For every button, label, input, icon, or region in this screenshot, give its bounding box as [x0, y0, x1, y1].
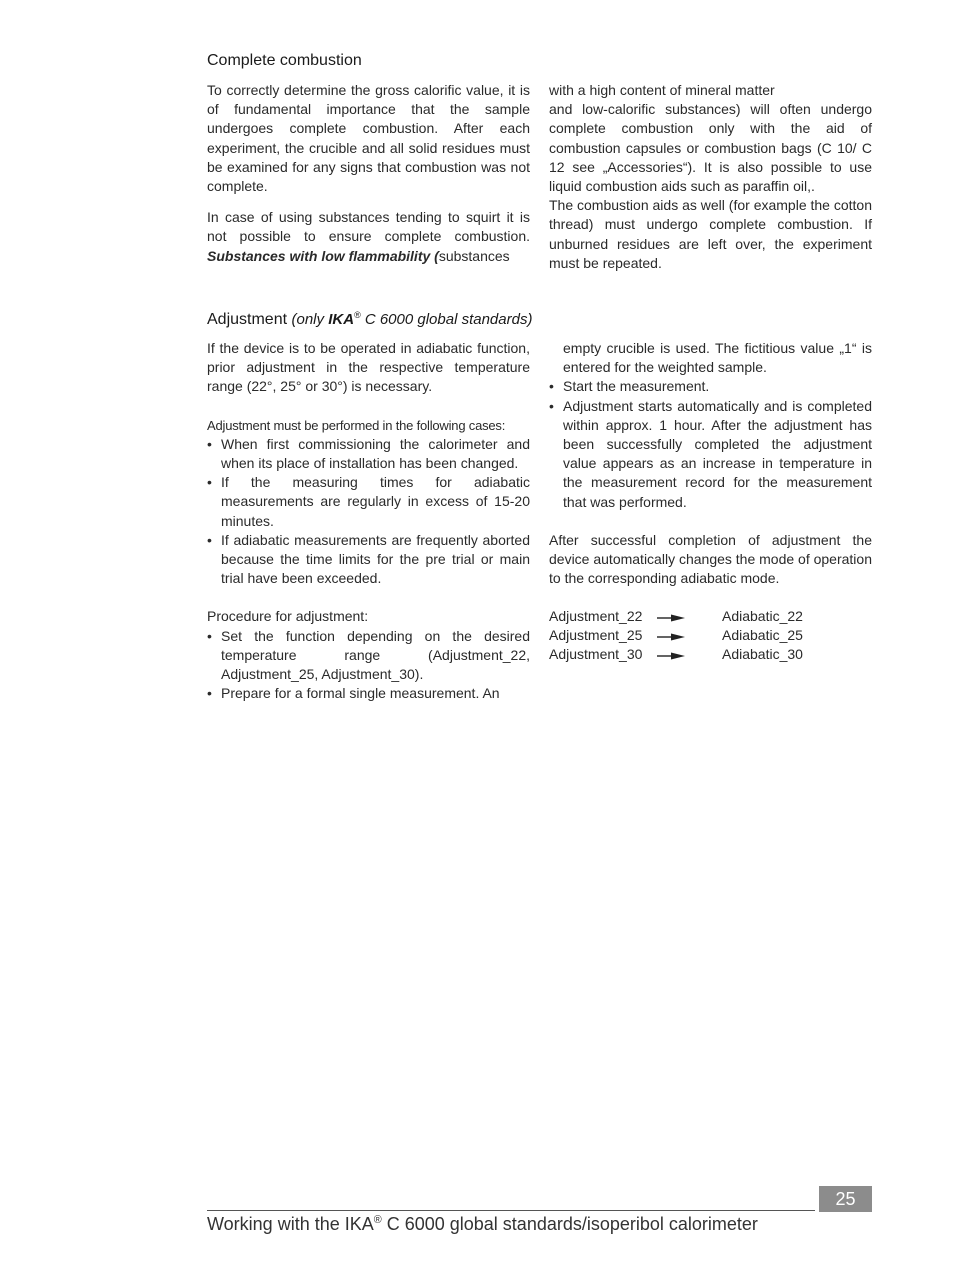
mapping-row: [549, 627, 869, 646]
registered-mark: ®: [354, 310, 361, 320]
section2-left-column: [207, 339, 530, 703]
list-item: • Prepare for a formal single measurement. An: [207, 684, 530, 703]
mapping-row: [549, 608, 869, 627]
heading-note: (only IKA® C 6000 global standards): [291, 310, 533, 328]
mapping-to: Adiabatic_22: [722, 608, 803, 624]
procedure-list: [207, 627, 530, 704]
mapping-from: Adjustment_30: [549, 646, 643, 662]
registered-mark: ®: [373, 1214, 382, 1226]
cases-list: [207, 435, 530, 589]
section-heading-complete-combustion: Complete combustion: [207, 52, 362, 69]
right-arrow-icon: [657, 632, 685, 642]
list-continuation: empty crucible is used. The fictitious value „1“ is entered for the weighted sample.: [563, 340, 872, 376]
text-run: In case of using substances tending to squirt it is not possible to ensure complete combustion.: [207, 209, 530, 245]
emphasis-text: Substances with low flammability (: [207, 247, 439, 264]
mapping-to: Adiabatic_30: [722, 646, 803, 662]
list-item: • When first commissioning the calorimeter and when its place of installation has been changed.: [207, 435, 530, 473]
steps-list: [549, 377, 872, 511]
mapping-from: Adjustment_22: [549, 608, 643, 624]
paragraph: and low-calorific substances) will often undergo complete combustion only with the aid of combustion capsules or combustion bags (C 10/ C 12 see „Accessories“). It is also possible to use liquid combustion aids such as paraffin oil,.: [549, 101, 872, 195]
right-arrow-icon: [657, 613, 685, 623]
paragraph: with a high content of mineral matter: [549, 82, 775, 98]
list-item: • Start the measurement.: [549, 377, 872, 396]
paragraph: After successful completion of adjustment the device automatically changes the mode of operation to the corresponding adiabatic mode.: [549, 531, 872, 587]
section1-right-column: [549, 81, 872, 273]
brand-name: IKA: [328, 311, 355, 328]
heading-main: Adjustment: [207, 311, 288, 328]
list-item: • If adiabatic measurements are frequently aborted because the time limits for the pre trial or main trial have been exceeded.: [207, 531, 530, 589]
right-arrow-icon: [657, 651, 685, 661]
list-item: • Set the function depending on the desired temperature range (Adjustment_22, Adjustment_25, Adjustment_30).: [207, 627, 530, 685]
section1-left-column: [207, 81, 530, 266]
footer-divider: [207, 1210, 815, 1211]
paragraph: To correctly determine the gross calorific value, it is of fundamental importance that the sample undergoes complete combustion. After each experiment, the crucible and all solid residues must be examined for any signs that combustion was not complete.: [207, 82, 530, 195]
paragraph: If the device is to be operated in adiabatic function, prior adjustment in the respective temperature range (22°, 25° or 30°) is necessary.: [207, 340, 530, 395]
page-number: 25: [819, 1186, 872, 1212]
procedure-intro: Procedure for adjustment:: [207, 608, 369, 625]
paragraph: The combustion aids as well (for example the cotton thread) must undergo complete combustion. If unburned residues are left over, the experiment must be repeated.: [549, 197, 872, 271]
mapping-to: Adiabatic_25: [722, 627, 803, 643]
footer-title-part: Working with the IKA: [207, 1214, 374, 1234]
section2-right-column: [549, 339, 872, 588]
cases-intro: Adjustment must be performed in the following cases:: [207, 417, 506, 433]
footer-title-part: C 6000 global standards/isoperibol calorimeter: [381, 1214, 758, 1234]
list-item: • If the measuring times for adiabatic measurements are regularly in excess of 15-20 minutes.: [207, 473, 530, 531]
mapping-from: Adjustment_25: [549, 627, 643, 643]
list-item: • Adjustment starts automatically and is completed within approx. 1 hour. After the adjustment has been successfully completed the adjustment value appears as an increase in temperature in the measurement record for the measurement that was performed.: [549, 397, 872, 512]
mapping-row: [549, 646, 869, 665]
paragraph: [207, 208, 530, 266]
section-heading-adjustment: [207, 310, 532, 329]
footer-title: [207, 1214, 758, 1235]
text-run: substances: [438, 247, 510, 264]
